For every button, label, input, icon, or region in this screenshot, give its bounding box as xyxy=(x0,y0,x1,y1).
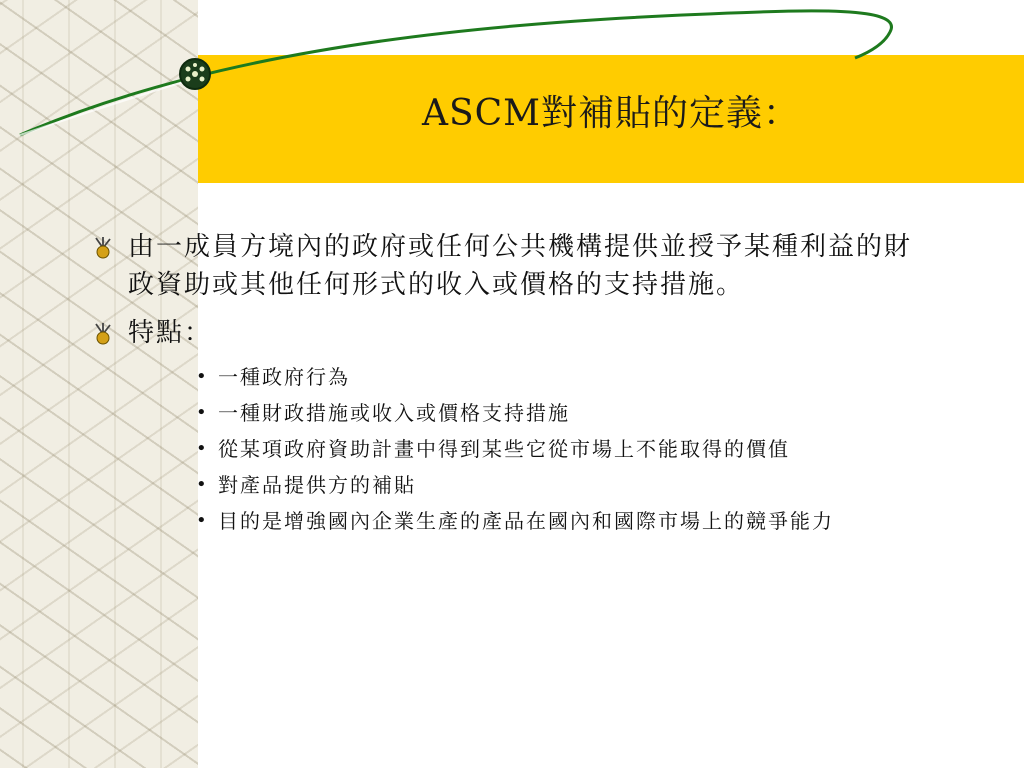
sub-bullet-text: 一種財政措施或收入或價格支持措施 xyxy=(218,401,570,425)
slide-title: ASCM對補貼的定義： xyxy=(421,93,801,134)
sub-bullet-marker: • xyxy=(196,474,207,495)
sub-bullet-item xyxy=(196,506,932,536)
slide-content xyxy=(92,228,932,542)
sub-bullet-marker: • xyxy=(196,438,207,459)
bullet-icon xyxy=(92,314,128,350)
bullet-text: 由一成員方境內的政府或任何公共機構提供並授予某種利益的財政資助或其他任何形式的收入或價格的支持措施。 xyxy=(128,232,913,300)
sub-bullet-marker: • xyxy=(196,366,207,387)
sub-bullet-list xyxy=(196,362,932,536)
sub-bullet-text: 一種政府行為 xyxy=(218,365,350,389)
bullet-item xyxy=(92,228,932,304)
sub-bullet-text: 對產品提供方的補貼 xyxy=(218,473,416,497)
bullet-icon xyxy=(92,228,128,264)
sub-bullet-text: 從某項政府資助計畫中得到某些它從市場上不能取得的價值 xyxy=(218,437,790,461)
sub-bullet-item xyxy=(196,470,932,500)
sub-bullet-item xyxy=(196,398,932,428)
sub-bullet-item xyxy=(196,434,932,464)
sub-bullet-text: 目的是增強國內企業生產的產品在國內和國際市場上的競爭能力 xyxy=(218,509,834,533)
sub-bullet-item xyxy=(196,362,932,392)
sub-bullet-marker: • xyxy=(196,510,207,531)
bullet-item xyxy=(92,314,932,352)
bullet-text: 特點： xyxy=(128,318,213,348)
sub-bullet-marker: • xyxy=(196,402,207,423)
